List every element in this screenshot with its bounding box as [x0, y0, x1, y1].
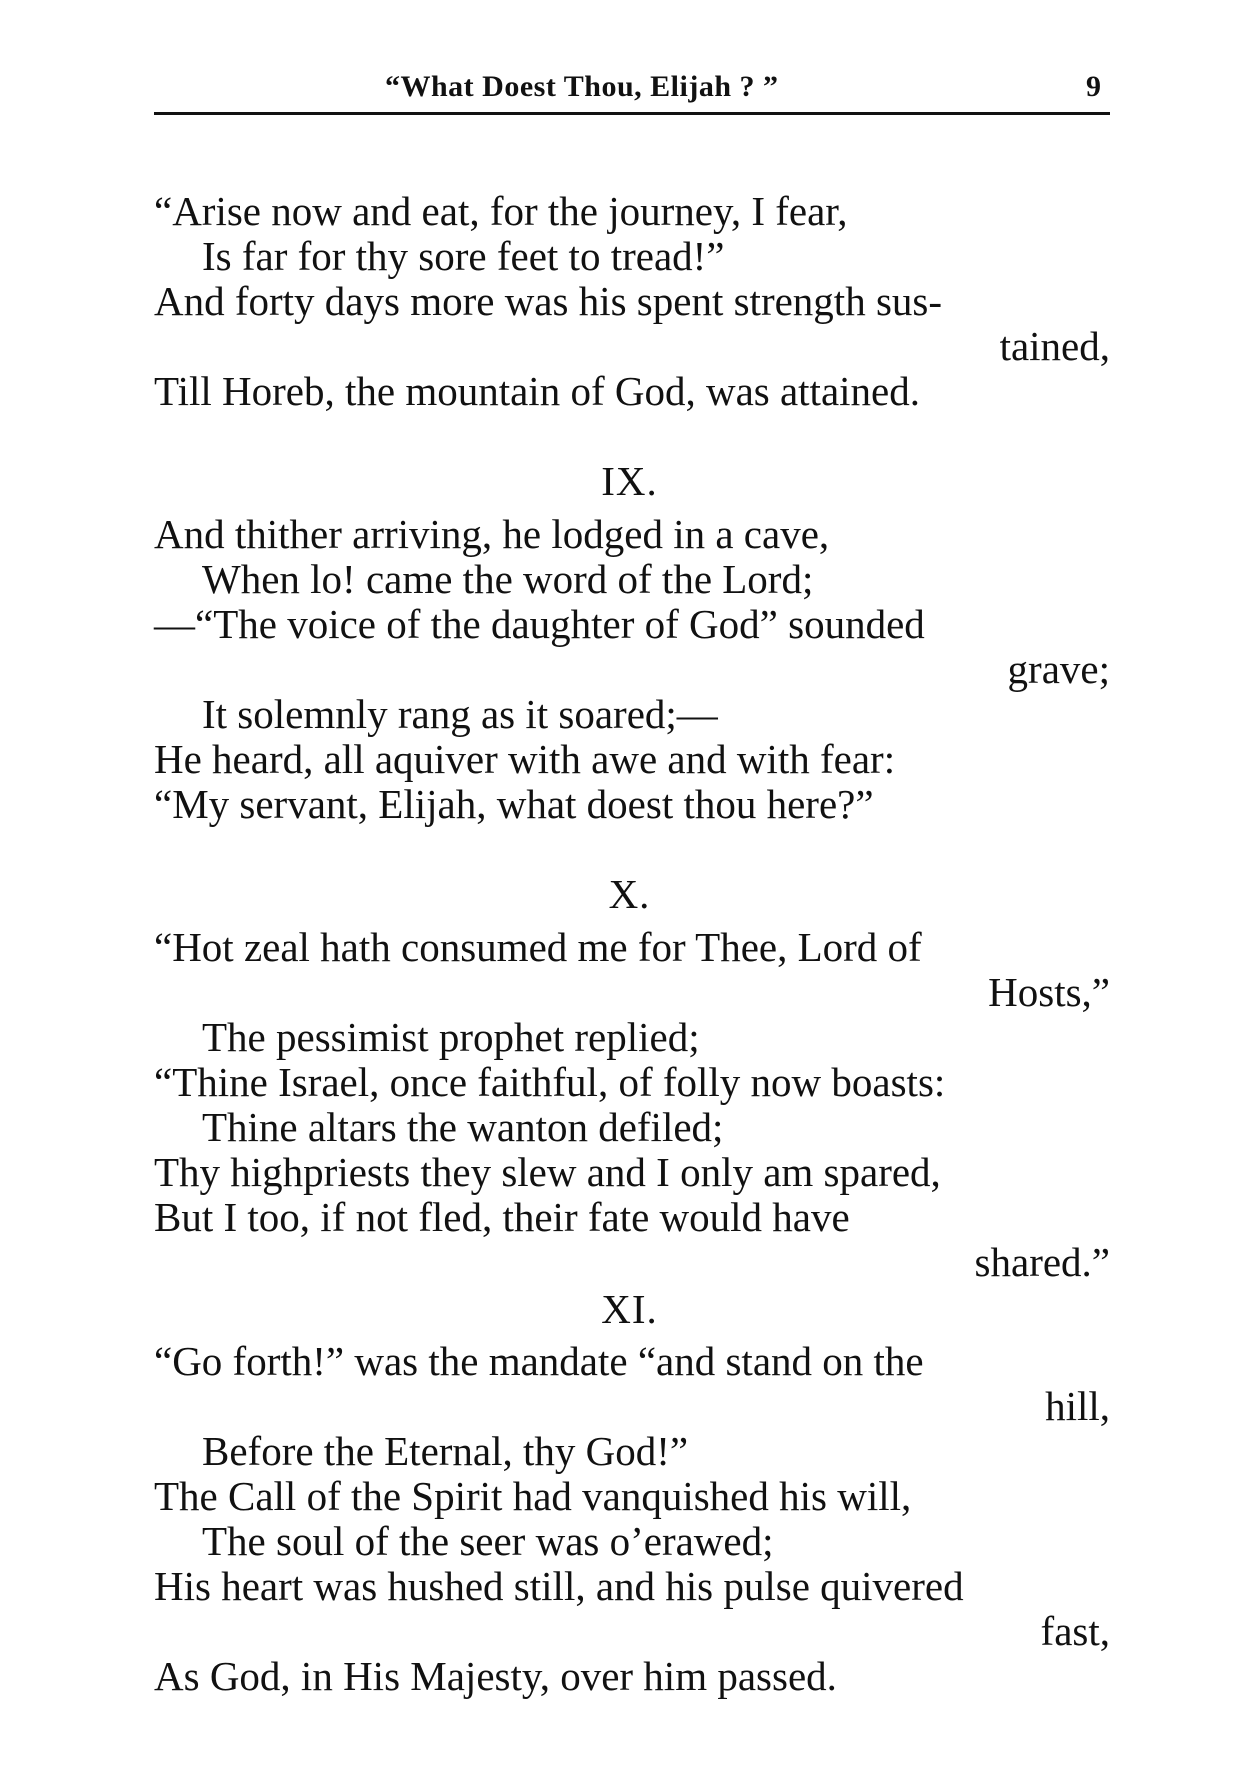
poem-line: The pessimist prophet replied; [202, 1014, 700, 1060]
poem-line: The Call of the Spirit had vanquished his will, [154, 1473, 912, 1519]
poem-line: “Go forth!” was the mandate “and stand on the [154, 1338, 924, 1384]
poem-line: And thither arriving, he lodged in a cave, [154, 511, 830, 557]
poem-line: “Hot zeal hath consumed me for Thee, Lord of [154, 924, 922, 970]
poem-line-turnover: grave; [1007, 646, 1110, 692]
page-number: 9 [1086, 70, 1101, 103]
poem-line: Before the Eternal, thy God!” [202, 1428, 689, 1474]
poem-line: “Arise now and eat, for the journey, I fear, [154, 188, 848, 234]
poem-line-turnover: fast, [1040, 1608, 1110, 1654]
stanza-number: XI. [601, 1286, 658, 1332]
poem-line: “Thine Israel, once faithful, of folly now boasts: [154, 1059, 946, 1105]
poem-line: Thy highpriests they slew and I only am spared, [154, 1149, 941, 1195]
poem-line-turnover: tained, [999, 323, 1110, 369]
poem-line: “My servant, Elijah, what doest thou here?” [154, 781, 874, 827]
poem-line: His heart was hushed still, and his pulse quivered [154, 1563, 964, 1609]
poem-line: —“The voice of the daughter of God” sounded [154, 601, 925, 647]
stanza-number: IX. [601, 458, 658, 504]
poem-line-turnover: hill, [1045, 1383, 1110, 1429]
poem-line: When lo! came the word of the Lord; [202, 556, 814, 602]
poem-line: He heard, all aquiver with awe and with fear: [154, 736, 896, 782]
poem-line: Till Horeb, the mountain of God, was attained. [154, 368, 920, 414]
poem-line: As God, in His Majesty, over him passed. [154, 1653, 837, 1699]
header-rule [154, 112, 1110, 115]
poem-line: And forty days more was his spent strength sus- [154, 278, 943, 324]
poem-line-turnover: Hosts,” [988, 969, 1110, 1015]
poem-line: Thine altars the wanton defiled; [202, 1104, 724, 1150]
poem-line: Is far for thy sore feet to tread!” [202, 233, 725, 279]
running-title: “What Doest Thou, Elijah ? ” [385, 70, 779, 103]
poem-line: The soul of the seer was o’erawed; [202, 1518, 774, 1564]
poem-line-turnover: shared.” [974, 1239, 1110, 1285]
stanza-number: X. [608, 871, 651, 917]
poem-line: It solemnly rang as it soared;— [202, 691, 718, 737]
poem-line: But I too, if not fled, their fate would have [154, 1194, 850, 1240]
